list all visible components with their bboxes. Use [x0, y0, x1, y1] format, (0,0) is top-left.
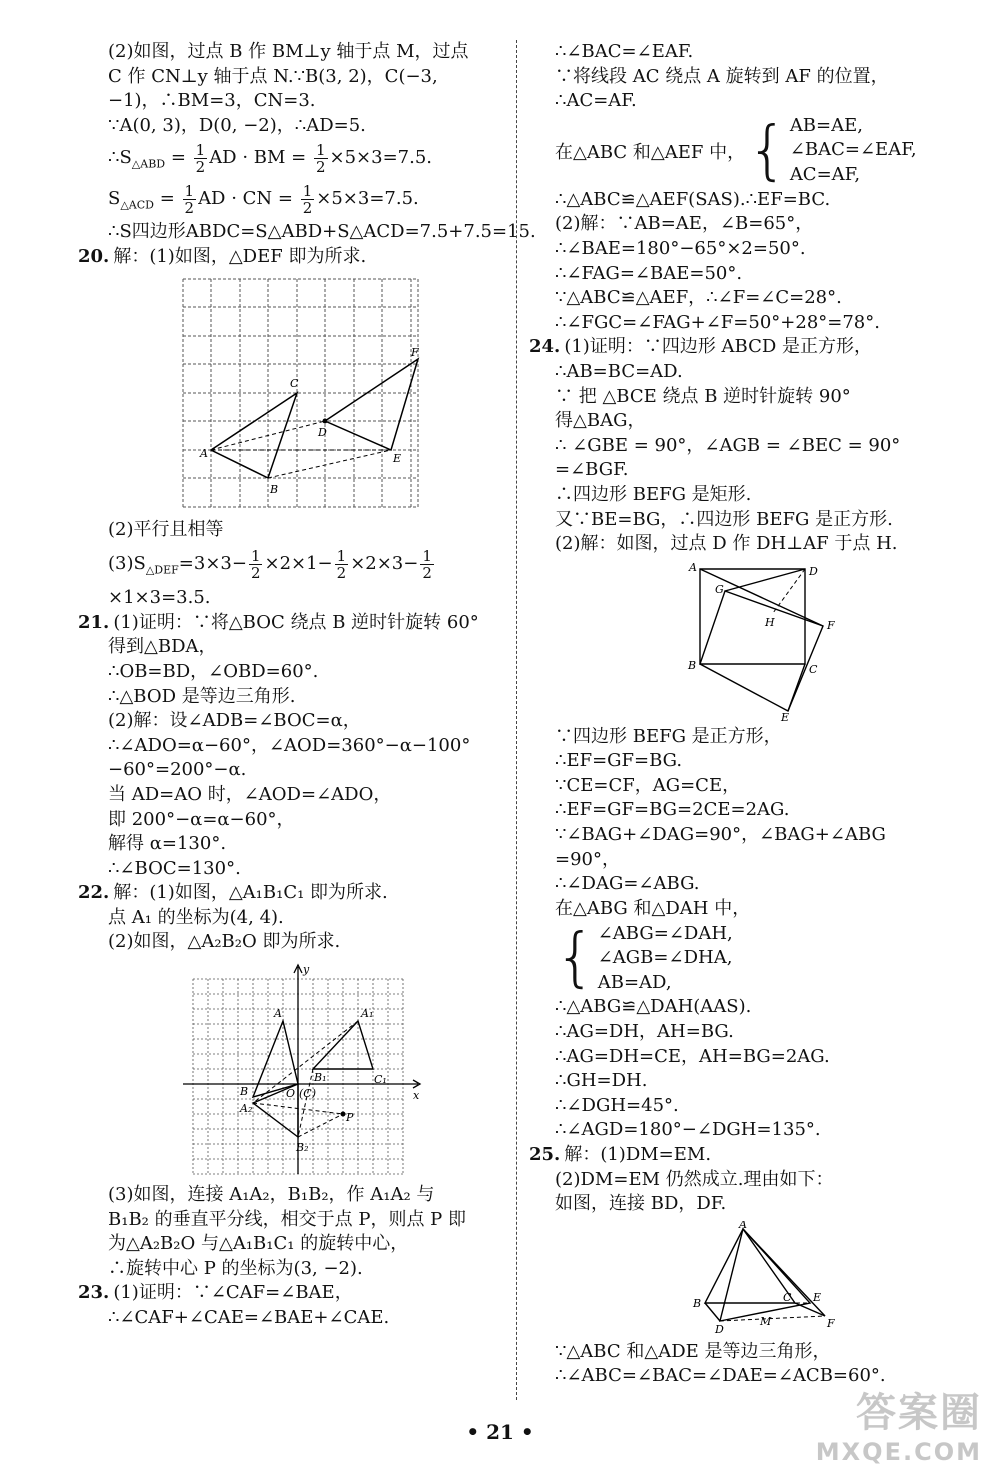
- point-label: C: [783, 1290, 792, 1304]
- text-line: ∵△ABC≌△AEF，∴∠F=∠C=28°.: [555, 287, 842, 309]
- figure-25-triangles: [555, 1221, 955, 1336]
- point-label: M: [760, 1314, 772, 1328]
- formula-sub: △ACD: [120, 198, 154, 212]
- text-line: ∵CE=CF，AG=CE，: [555, 774, 741, 796]
- question-25-line: [529, 1143, 955, 1168]
- point-label: (C): [299, 1087, 316, 1101]
- point-label: D: [318, 425, 327, 439]
- grid-lines: [183, 279, 418, 507]
- text-line: ∴∠ADO=α−60°，∠AOD=360°−α−100°: [108, 734, 471, 756]
- text-line: 点 A₁ 的坐标为(4, 4).: [108, 906, 284, 928]
- text-line: ∴△BOD 是等边三角形.: [108, 685, 296, 707]
- question-number: 23.: [78, 1282, 110, 1304]
- text-line: (2)解：∵AB=AE，∠B=65°，: [555, 213, 814, 235]
- point-label: C₁: [374, 1073, 387, 1087]
- text-line: 解得 α=130°.: [108, 833, 227, 855]
- point-label: A: [739, 1220, 747, 1231]
- condition: ∠ABG=∠DAH,: [597, 922, 733, 944]
- text-line: 解：(1)DM=EM.: [564, 1144, 712, 1165]
- text-line: ∴ ∠GBE = 90°，∠AGB = ∠BEC = 90°: [555, 434, 901, 456]
- point-label: H: [765, 615, 775, 629]
- point-label: A₂: [240, 1102, 253, 1116]
- text-line: ∴∠DAG=∠ABG.: [555, 873, 700, 895]
- segment-cf: [795, 1303, 825, 1316]
- segment-ce: [788, 664, 805, 711]
- condition: ∠BAC=∠EAF,: [789, 139, 917, 161]
- text-line: C 作 CN⊥y 轴于点 N.∵B(3, 2)，C(−3,: [108, 65, 438, 87]
- text-line: ∴△ABG≌△DAH(AAS).: [555, 996, 752, 1018]
- text-line: −60°=200°−α.: [108, 759, 247, 781]
- point-label: B: [240, 1085, 249, 1099]
- formula-text: ∴S: [108, 147, 132, 169]
- triangle-ade: [720, 1229, 810, 1321]
- text-line: ∵四边形 BEFG 是正方形，: [555, 725, 782, 747]
- text-line: =90°，: [555, 848, 620, 870]
- text-line: ∴AC=AF.: [555, 90, 637, 112]
- text-line: ∴∠ABC=∠BAC=∠DAE=∠ACB=60°.: [555, 1365, 886, 1387]
- formula-text: ×2×3−: [350, 553, 419, 575]
- formula-text: AD · CN =: [198, 188, 299, 210]
- area-def-line: [78, 542, 498, 586]
- text-line: ∴∠BAC=∠EAF.: [555, 41, 694, 62]
- text-line: 解：(1)如图，△A₁B₁C₁ 即为所求.: [113, 882, 388, 904]
- fraction: $\frac{1}{2}$: [250, 546, 261, 582]
- text-line: 又∵BE=BG，∴四边形 BEFG 是正方形.: [555, 508, 893, 530]
- formula-text: ×5×3=7.5.: [329, 147, 433, 169]
- figure-22-coordinate-grid: [78, 959, 498, 1179]
- text-line: 在△ABG 和△DAH 中，: [555, 897, 751, 919]
- fraction: $\frac{1}{2}$: [336, 546, 347, 582]
- triangle-abc: [705, 1229, 795, 1303]
- text-line: (2)平行且相等: [108, 518, 224, 540]
- fraction: $\frac{1}{2}$: [302, 181, 313, 217]
- text-line: ∵ 把 △BCE 绕点 B 逆时针旋转 90°: [555, 385, 851, 407]
- point-label: E: [781, 710, 790, 721]
- right-column: [529, 40, 955, 1389]
- text-line: 为△A₂B₂O 与△A₁B₁C₁ 的旋转中心，: [108, 1233, 409, 1255]
- page-number: • 21 •: [466, 1420, 534, 1444]
- text-line: ∴∠FGC=∠FAG+∠F=50°+28°=78°.: [555, 311, 880, 333]
- text-line: ∵∠BAG+∠DAG=90°，∠BAG+∠ABG: [555, 824, 886, 846]
- question-number: 22.: [78, 882, 110, 904]
- question-20-line: [78, 245, 498, 270]
- point-label: A₁: [361, 1007, 374, 1021]
- formula-sub: △ABD: [131, 157, 166, 171]
- text-line: ∴∠BOC=130°.: [108, 857, 241, 879]
- triangle-abc: [253, 1021, 298, 1097]
- text-line: 解：(1)如图，△DEF 即为所求.: [113, 245, 367, 267]
- formula-text: ×2×1−: [264, 553, 333, 575]
- point-label: B₁: [314, 1071, 327, 1085]
- point-label: C: [809, 662, 818, 676]
- segment-gd: [725, 569, 805, 591]
- question-number: 25.: [529, 1144, 561, 1165]
- text-line: ∴OB=BD，∠OBD=60°.: [108, 660, 319, 682]
- fraction: $\frac{1}{2}$: [184, 181, 195, 217]
- point-label: O: [286, 1087, 296, 1101]
- point-label: F: [411, 345, 419, 359]
- watermark-line: 答案圈: [856, 1390, 982, 1436]
- formula-text: =: [165, 147, 192, 169]
- text-line: (1)证明：∵四边形 ABCD 是正方形，: [564, 336, 873, 358]
- text-line: ∴旋转中心 P 的坐标为(3, −2).: [108, 1257, 363, 1279]
- axis-label: x: [413, 1089, 420, 1103]
- text-line: ∴∠DGH=45°.: [555, 1094, 679, 1116]
- text-line: 当 AD=AO 时，∠AOD=∠ADO，: [108, 783, 392, 805]
- text-line: 得△BAG，: [555, 410, 646, 432]
- text-line: ∴EF=GF=BG=2CE=2AG.: [555, 799, 790, 821]
- axis-label: y: [303, 963, 310, 977]
- point-label: B: [693, 1296, 702, 1310]
- triangle-def: [325, 359, 418, 450]
- text-line: (1)证明：∵∠CAF=∠BAE，: [113, 1282, 353, 1304]
- point-label: B: [270, 482, 279, 496]
- point-label: C: [290, 376, 299, 390]
- formula-text: ×5×3=7.5.: [316, 188, 419, 210]
- text-line: ∴AB=BC=AD.: [555, 360, 683, 382]
- text-line: 在△ABC 和△AEF 中，: [555, 141, 746, 163]
- text-line: (3)如图，连接 A₁A₂，B₁B₂，作 A₁A₂ 与: [108, 1184, 435, 1206]
- question-21-line: [78, 611, 498, 636]
- figure-20-grid: [78, 274, 498, 514]
- point-label: A: [274, 1007, 282, 1021]
- text-line: −1)，∴BM=3，CN=3.: [108, 90, 316, 112]
- text-line: (2)如图，过点 B 作 BM⊥y 轴于点 M，过点: [108, 41, 469, 62]
- point-label: D: [809, 564, 818, 578]
- text-line: ∴∠BAE=180°−65°×2=50°.: [555, 237, 806, 259]
- triangle-abc: [211, 393, 297, 478]
- text-line: 得到△BDA，: [108, 636, 217, 658]
- segment-dh: [773, 569, 805, 613]
- segment-bd: [705, 1303, 720, 1321]
- question-number: 21.: [78, 611, 110, 633]
- point-label: F: [827, 618, 835, 632]
- condition: AB=AD,: [597, 971, 672, 993]
- text-line: ∴EF=GF=BG.: [555, 750, 683, 772]
- text-line: ∴S四边形ABDC=S△ABD+S△ACD=7.5+7.5=15.: [108, 221, 536, 243]
- text-line: ∴AG=DH，AH=BG.: [555, 1021, 734, 1043]
- text-line: ∵A(0, 3)，D(0, −2)，∴AD=5.: [108, 114, 366, 136]
- text-line: (2)解：如图，过点 D 作 DH⊥AF 于点 H.: [555, 533, 898, 555]
- text-line: ∴△ABC≌△AEF(SAS).∴EF=BC.: [555, 188, 831, 210]
- fraction: $\frac{1}{2}$: [422, 546, 432, 582]
- text-line: ∴∠CAF+∠CAE=∠BAE+∠CAE.: [108, 1307, 390, 1329]
- point-label: B₂: [296, 1141, 309, 1155]
- text-line: ∴GH=DH.: [555, 1070, 648, 1092]
- formula-text: (3)S: [108, 553, 146, 575]
- text-line: ∴∠AGD=180°−∠DGH=135°.: [555, 1119, 821, 1141]
- congruence-conditions-1: 在△ABC 和△AEF 中， { AB=AE, ∠BAC=∠EAF, AC=AF,: [555, 113, 917, 188]
- text-line: ∵△ABC 和△ADE 是等边三角形，: [555, 1340, 831, 1362]
- formula-text: AD · BM =: [209, 147, 312, 169]
- point-label: A: [689, 560, 697, 574]
- text-line: (2)解：设∠ADB=∠BOC=α，: [108, 710, 361, 732]
- congruence-conditions-2: { ∠ABG=∠DAH, ∠AGB=∠DHA, AB=AD,: [555, 921, 733, 996]
- point-label: B: [688, 658, 697, 672]
- question-23-line: [78, 1281, 498, 1306]
- text-line: ∴四边形 BEFG 是矩形.: [555, 483, 752, 505]
- area-abd-line: [78, 138, 498, 178]
- text-line: B₁B₂ 的垂直平分线，相交于点 P，则点 P 即: [108, 1208, 466, 1230]
- text-line: 如图，连接 BD，DF.: [555, 1193, 727, 1215]
- fraction: $\frac{1}{2}$: [315, 140, 326, 176]
- text-line: (2)如图，△A₂B₂O 即为所求.: [108, 931, 341, 953]
- text-line: 即 200°−α=α−60°，: [108, 808, 295, 830]
- point-label: A: [200, 446, 208, 460]
- text-line: (1)证明：∵将△BOC 绕点 B 逆时针旋转 60°: [113, 611, 479, 633]
- text-line: =∠BGF.: [555, 459, 629, 481]
- formula-sub: △DEF: [145, 563, 179, 577]
- watermark: [816, 1381, 982, 1466]
- left-column: [78, 40, 536, 1331]
- text-line: ∴AG=DH=CE，AH=BG=2AG.: [555, 1045, 830, 1067]
- point-label: G: [715, 582, 724, 596]
- fraction: $\frac{1}{2}$: [195, 140, 206, 176]
- figure-24-squares: [555, 561, 955, 721]
- formula-text: =3×3−: [178, 553, 247, 575]
- text-line: ∴∠FAG=∠BAE=50°.: [555, 262, 743, 284]
- question-22-line: [78, 881, 498, 906]
- text-line: ×1×3=3.5.: [108, 587, 211, 609]
- point-label: D: [715, 1322, 724, 1336]
- text-line: ∵将线段 AC 绕点 A 旋转到 AF 的位置，: [555, 65, 889, 87]
- point-label: E: [393, 451, 402, 465]
- text-line: (2)DM=EM 仍然成立.理由如下：: [555, 1168, 834, 1190]
- point-label: P: [346, 1111, 354, 1125]
- question-number: 20.: [78, 245, 110, 267]
- formula-text: =: [153, 188, 181, 210]
- question-24-line: [529, 335, 955, 360]
- point-label: E: [813, 1290, 822, 1304]
- watermark-line: MXQE.COM: [815, 1438, 982, 1466]
- point-label: F: [827, 1316, 835, 1330]
- question-number: 24.: [529, 336, 561, 358]
- condition: AB=AE,: [789, 114, 863, 136]
- condition: AC=AF,: [789, 164, 861, 186]
- condition: ∠AGB=∠DHA,: [597, 947, 733, 969]
- formula-text: S: [108, 188, 121, 210]
- area-acd-line: [78, 178, 498, 220]
